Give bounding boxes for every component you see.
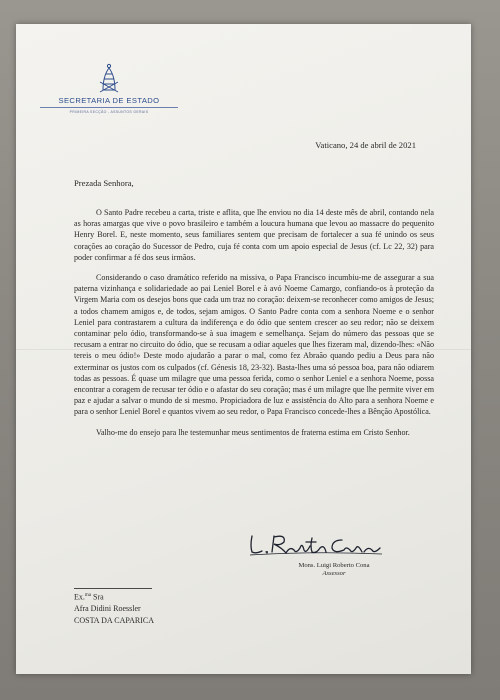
signer-block <box>274 562 394 578</box>
recipient-address <box>74 590 154 626</box>
handwritten-signature <box>246 532 386 558</box>
signer-name: Mons. Luigi Roberto Cona <box>298 562 370 569</box>
letter-date: Vaticano, 24 de abril de 2021 <box>315 140 416 150</box>
letter-body <box>74 207 434 447</box>
office-department: PRIMEIRA SECÇÃO - ASSUNTOS GERAIS <box>69 110 149 114</box>
signer-title: Assessor <box>322 570 346 578</box>
salutation: Prezada Senhora, <box>74 178 134 188</box>
recipient-place: COSTA DA CAPARICA <box>74 615 154 625</box>
letterhead <box>34 62 184 114</box>
recipient-honorific: Ex.$^{ma}$ Sra <box>74 592 104 602</box>
letterhead-divider <box>40 107 178 108</box>
body-paragraph: O Santo Padre recebeu a carta, triste e aflita, que lhe enviou no dia 14 deste mês de abril, contando nela as horas amargas que vive o povo brasileiro e também a loucura humana que levou ao massacre do pequenito Henry Borel. E, neste momento, seus familiares sentem que precisam de fortalecer a sua fé unindo os seus corações ao coração do Sucessor de Pedro, cuja fé conta com um apoio especial de Jesus (cf. Lc 22, 32) para poder confirmar a fé dos seus irmãos. <box>74 208 434 262</box>
letter-sheet <box>16 24 471 674</box>
office-name: SECRETARIA DE ESTADO <box>58 96 160 105</box>
body-paragraph: Valho-me do ensejo para lhe testemunhar meus sentimentos de fraterna estima em Cristo Senhor. <box>96 427 410 437</box>
address-divider <box>74 588 152 589</box>
papal-emblem-icon <box>94 62 124 94</box>
body-paragraph: Considerando o caso dramático referido na missiva, o Papa Francisco incumbiu-me de assegurar a sua paterna vizinhança e solidariedade ao pai Leniel Borel e à avó Noeme Camargo, confiando-os à proteção da Virgem Maria com os desejos bons que cada um traz no coração: deixem-se reconhecer como amigos de Jesus; a todos chamem amigos e, de todos, sejam amigos. O Santo Padre conta com a senhora Noeme e o senhor Leniel para contrastarem a cultura da indiferença e do ódio que sentem crescer ao seu redor; não se deixem contaminar pelo ódio, transformando-se à sua imagem e semelhança. Sejam do número das pessoas que se recusam a entrar no circuito do ódio, que se recusam a odiar aqueles que lhes fizeram mal, dizendo-lhes: «Não tereis o meu ódio!» Deste modo ajudarão a parar o mal, como fez Abraão quando pediu a Deus para não exterminar os justos com os culpados (cf. Génesis 18, 23-32). Basta-lhes uma só pessoa boa, para não odiarem todas as pessoas. É quase um milagre que uma pessoa ferida, como o senhor Leniel e a senhora Noeme, possa encontrar a coragem de recusar ter ódio e o afastar do seu coração; mas é um milagre que lhe permite viver em paz e ajudar a salvar o mundo de si mesmo. Propiciadora de luz e assistência do Alto para a senhora Noeme e para o senhor Leniel Borel e quantos vivem ao seu redor, o Papa Francisco concede-lhes a Bênção Apostólica. <box>74 273 434 417</box>
recipient-name: Afra Didini Roessler <box>74 604 141 614</box>
